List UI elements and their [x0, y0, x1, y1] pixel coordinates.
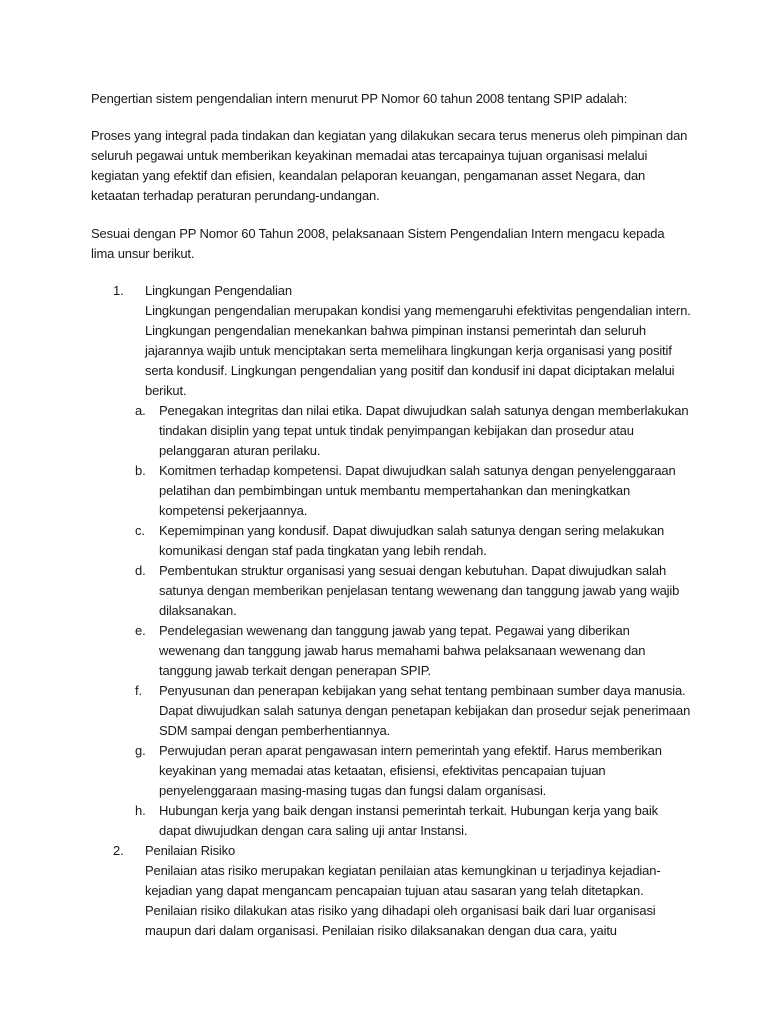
list-letter: b.	[135, 463, 146, 478]
list-letter: f.	[135, 683, 142, 698]
list-letter: e.	[135, 623, 146, 638]
basis-paragraph: Sesuai dengan PP Nomor 60 Tahun 2008, pelaksanaan Sistem Pengendalian Intern mengacu kepada lima unsur berikut.	[91, 226, 665, 261]
list-letter: c.	[135, 523, 145, 538]
element-list	[91, 281, 691, 941]
list-number: 2.	[113, 843, 124, 858]
list-letter: g.	[135, 743, 146, 758]
list-item	[135, 521, 691, 561]
list-item-text: Pendelegasian wewenang dan tanggung jawab yang tepat. Pegawai yang diberikan wewenang dan tanggung jawab harus memahami bahwa pelaksanaan wewenang dan tanggung jawab terkait dengan penerapan SPIP.	[159, 623, 646, 678]
section-body: Penilaian atas risiko merupakan kegiatan penilaian atas kemungkinan u terjadinya kejadian-kejadian yang dapat mengancam pencapaian tujuan atau sasaran yang telah ditetapkan. Penilaian risiko dilakukan atas risiko yang dihadapi oleh organisasi baik dari luar organisasi maupun dari dalam organisasi. Penilaian risiko dilaksanakan dengan dua cara, yaitu	[145, 863, 661, 938]
list-letter: a.	[135, 403, 146, 418]
list-number: 1.	[113, 283, 124, 298]
list-item-penilaian-risiko	[91, 841, 691, 941]
list-item	[135, 561, 691, 621]
list-item-text: Kepemimpinan yang kondusif. Dapat diwujudkan salah satunya dengan sering melakukan komunikasi dengan staf pada tingkatan yang lebih rendah.	[159, 523, 665, 558]
list-item-text: Penyusunan dan penerapan kebijakan yang sehat tentang pembinaan sumber daya manusia. Dapat diwujudkan salah satunya dengan penetapan kebijakan dan prosedur sejak penerimaan SDM sampai dengan pemberhentiannya.	[159, 683, 691, 738]
list-item-lingkungan-pengendalian	[91, 281, 691, 841]
list-item	[135, 401, 691, 461]
list-item-text: Penegakan integritas dan nilai etika. Dapat diwujudkan salah satunya dengan memberlakukan tindakan disiplin yang tepat untuk tindak penyimpangan kebijakan dan prosedur atau pelanggaran aturan perilaku.	[159, 403, 689, 458]
section-title: Penilaian Risiko	[145, 843, 236, 858]
list-item-text: Hubungan kerja yang baik dengan instansi pemerintah terkait. Hubungan kerja yang baik dapat diwujudkan dengan cara saling uji antar Instansi.	[159, 803, 658, 838]
list-item	[135, 741, 691, 801]
list-item-text: Perwujudan peran aparat pengawasan intern pemerintah yang efektif. Harus memberikan keyakinan yang memadai atas ketaatan, efisiensi, efektivitas pencapaian tujuan penyelenggaraan masing-masing tugas dan fungsi dalam organisasi.	[159, 743, 662, 798]
definition-paragraph: Proses yang integral pada tindakan dan kegiatan yang dilakukan secara terus menerus oleh pimpinan dan seluruh pegawai untuk memberikan keyakinan memadai atas tercapainya tujuan organisasi melalui kegiatan yang efektif dan efisien, keandalan pelaporan keuangan, pengamanan asset Negara, dan ketaatan terhadap peraturan perundang-undangan.	[91, 128, 688, 203]
list-item-text: Komitmen terhadap kompetensi. Dapat diwujudkan salah satunya dengan penyelenggaraan pelatihan dan pembimbingan untuk membantu mempertahankan dan meningkatkan kompetensi pekerjaannya.	[159, 463, 676, 518]
list-item	[135, 621, 691, 681]
sub-list	[135, 401, 691, 841]
intro-heading: Pengertian sistem pengendalian intern menurut PP Nomor 60 tahun 2008 tentang SPIP adalah:	[91, 91, 628, 106]
list-item	[135, 681, 691, 741]
list-item-text: Pembentukan struktur organisasi yang sesuai dengan kebutuhan. Dapat diwujudkan salah satunya dengan memberikan penjelasan tentang wewenang dan tanggung jawab yang wajib dilaksanakan.	[159, 563, 680, 618]
list-letter: h.	[135, 803, 146, 818]
list-letter: d.	[135, 563, 146, 578]
section-body: Lingkungan pengendalian merupakan kondisi yang memengaruhi efektivitas pengendalian intern. Lingkungan pengendalian menekankan bahwa pimpinan instansi pemerintah dan seluruh jajarannya wajib untuk menciptakan serta memelihara lingkungan kerja organisasi yang positif serta kondusif. Lingkungan pengendalian yang positif dan kondusif ini dapat diciptakan melalui berikut.	[145, 303, 691, 398]
section-title: Lingkungan Pengendalian	[145, 283, 292, 298]
document-content	[91, 89, 691, 941]
list-item	[135, 801, 691, 841]
list-item	[135, 461, 691, 521]
